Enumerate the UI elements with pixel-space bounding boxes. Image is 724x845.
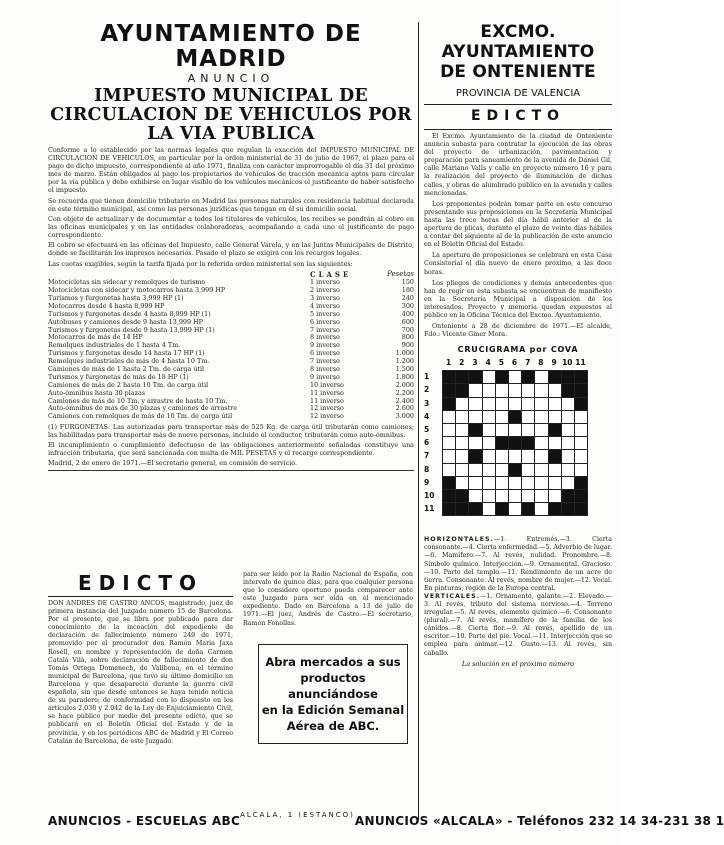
crossword-cell [495,383,509,397]
crossword-black-cell [455,383,469,397]
crossword-cell [468,463,482,477]
crossword-black-cell [574,502,588,516]
crossword-cell [534,463,548,477]
crossword-cell [534,383,548,397]
madrid-title: AYUNTAMIENTO DE MADRID [100,21,362,72]
crossword-black-cell [468,423,482,437]
crossword-cell [574,449,588,463]
crossword-grid [442,370,587,515]
tariff-desc: Camiones de más de 10 Tm. y arrastre de hasta 10 Tm. [48,396,228,405]
madrid-paragraph: Con objeto de actualizar y de documentar a todos los titulares de vehículos, los recibos se pondrán al cobro en las oficinas municipales y en las entidades colaboradoras, acompañando a cada uno el justificante de pago correspondiente. [48,214,414,239]
crossword-cell [455,476,469,490]
madrid-paragraph: El cobro se efectuará en las oficinas del Impuesto, calle General Varela, y en las Juntas Municipales de Distrito, donde se facilitarán los impresos necesarios. Pasado el plazo se exigirá con los recargos legales. [48,241,414,258]
crossword-cell [482,436,496,450]
crossword-cell [548,436,562,450]
crossword-black-cell [455,370,469,384]
tariff-pesetas: 600 [401,317,414,326]
crossword-horizontales [424,536,612,593]
madrid-signature: Madrid, 2 de enero de 1971.—El secretario general, en comisión de servicio. [48,459,298,468]
crossword-row-number: 1 [424,372,430,382]
crossword-cell [521,397,535,411]
abc-ad-line: en la Edición Semanal [261,703,405,717]
tariff-desc: Camiones de más de 2 hasta 10 Tm. de carga útil [48,380,209,389]
crossword-cell [534,476,548,490]
crossword-row-number: 10 [424,490,435,500]
tariff-pesetas: 300 [401,301,414,310]
crossword-cell [455,410,469,424]
crossword-cell [455,436,469,450]
crossword-cell [574,423,588,437]
tariff-caption: Las cuotas exigibles, según la tarifa fijada por la referida orden ministerial son las siguientes: [48,260,353,269]
ontinyent-title-2: DE ONTENIENTE [440,62,596,82]
crossword-col-number: 2 [459,358,465,368]
crossword-cell [482,383,496,397]
tariff-desc: Motocarros de más de 14 HP [48,333,143,342]
verticales-label: VERTICALES. [424,592,481,600]
crossword-col-number: 11 [575,358,586,368]
crossword-col-number: 10 [562,358,573,368]
tariff-clase: 11 inverso [310,396,344,405]
tariff-desc: Turismos y furgonetas desde 14 hasta 17 HP (1) [48,349,205,358]
crossword-cell [508,423,522,437]
crossword-black-cell [574,370,588,384]
crossword-cell [495,463,509,477]
crossword-row-number: 4 [424,411,430,421]
crossword-cell [534,502,548,516]
tariff-desc: Turismos y furgonetas hasta 3,999 HP (1) [48,294,184,302]
crossword-cell [561,449,575,463]
crossword-cell [521,476,535,490]
crossword-cell [508,397,522,411]
crossword-black-cell [521,502,535,516]
tariff-desc: Motocicletas sin sidecar y remolques de turismo [48,278,206,287]
crossword-black-cell [455,489,469,503]
crossword-black-cell [495,502,509,516]
crossword-col-number: 3 [472,358,478,368]
crossword-row-number: 7 [424,451,430,461]
crossword-cell [521,489,535,503]
crossword-row-number: 6 [424,438,430,448]
crossword-row-number: 2 [424,385,430,395]
crossword-cell [495,476,509,490]
horizontales-label: HORIZONTALES. [424,536,494,544]
crossword-title: CRUCIGRAMA por COVA [457,345,579,355]
crossword-row-number: 9 [424,477,430,487]
crossword-cell [548,476,562,490]
crossword-cell [468,397,482,411]
crossword-cell [482,423,496,437]
crossword-black-cell [468,449,482,463]
crossword-black-cell [468,502,482,516]
footer-alcala-address: ALCALA, 1 (ESTANCO) [240,811,355,819]
crossword-cell [442,423,456,437]
crossword-cell [442,410,456,424]
tariff-desc: Turismos y furgonetas desde 9 hasta 13,999 HP (1) [48,325,215,334]
crossword-black-cell [574,397,588,411]
sanciones-note: El incumplimiento o cumplimiento defectuoso de las obligaciones anteriormente señaladas constituye una infracción tributaria, que será sancionada con multa de MIL PESETAS y el recargo correspondiente. [48,441,414,458]
crossword-cell [561,397,575,411]
crossword-cell [534,397,548,411]
crossword-black-cell [508,436,522,450]
crossword-black-cell [508,410,522,424]
tariff-desc: Camiones con remolques de más de 10 Tm. de carga útil [48,412,233,421]
crossword-cell [548,397,562,411]
crossword-col-number: 7 [525,358,531,368]
furgonetas-note: (1) FURGONETAS: Las autorizadas para transportar más de 525 Kg. de carga útil tributarán como camiones; las habilitadas para transportar más de nueve personas, incluido el conductor, tributarán como auto-ómnibus. [48,423,414,440]
crossword-col-number: 5 [498,358,504,368]
edicto-continuation: para ser leído por la Radio Nacional de España, con intervalo de quince días, para que cualquier persona que lo considere oportuno pueda comparecer ante este Juzgado para ser oída en el mencionado expediente. Dado en Barcelona a 13 de julio de 1971.—El juez, Andrés de Castro.—El secretario, Ramón Fonollas. [243,571,413,627]
ontinyent-title-1: EXCMO. AYUNTAMIENTO [441,22,595,62]
crossword-black-cell [561,489,575,503]
crossword-cell [482,410,496,424]
crossword-cell [561,436,575,450]
abc-ad-line: Abra mercados a sus [265,655,401,669]
crossword-cell [442,463,456,477]
crossword-row-numbers [424,370,434,515]
tariff-desc: Remolques industriales de 1 hasta 4 Tm. [48,341,181,350]
crossword-cell [468,383,482,397]
crossword-black-cell [574,383,588,397]
crossword-black-cell [561,370,575,384]
madrid-paragraph: Se recuerda que tienen domicilio tributario en Madrid las personas naturales con residencia habitual declarada en este término municipal, así como las personas jurídicas que tengan en él su domicilio social. [48,196,414,213]
crossword-column-numbers [442,358,587,367]
section-rule [424,104,612,105]
crossword-cell [482,476,496,490]
crossword-cell [534,449,548,463]
tariff-row [48,413,414,421]
madrid-notice [48,22,414,474]
crossword-cell [482,489,496,503]
crossword-cell [495,423,509,437]
crossword-cell [495,397,509,411]
crossword-col-number: 4 [485,358,491,368]
crossword-black-cell [442,489,456,503]
tariff-clase: 1 inverso [310,278,340,287]
tariff-pesetas: 800 [401,333,414,342]
crossword-row-number: 5 [424,425,430,434]
madrid-kicker: ANUNCIO [187,72,275,85]
tariff-pesetas: 3.000 [395,412,414,421]
tariff-desc: Auto-ómnibus hasta 30 plazas [48,388,146,397]
crossword-black-cell [574,476,588,490]
crossword-cell [442,449,456,463]
crossword-black-cell [442,397,456,411]
tariff-clase: 3 inverso [310,294,340,302]
tariff-pesetas: 2.600 [395,404,414,413]
crossword-row-number: 3 [424,398,430,408]
tariff-pesetas: 900 [401,341,414,350]
tariff-pesetas: 1.000 [395,349,414,358]
crossword-cell [455,397,469,411]
tariff-desc: Turismos y furgonetas de más de 18 HP (1) [48,372,189,381]
crossword-black-cell [455,502,469,516]
verticales-text: —1. Ornamento, galante.—2. Elevado.—3. Al revés, tributo del sistema nervioso.—4. Terreno irregular.—5. Al revés, elemento químico.—6. Consonante (plural).—7. Al revés, mamífero de la familia de los cánidos.—8. Cierta flor.—9. Al revés, apellido de un escritor.—10. Parte del pie. Vocal.—11. Interjección que se emplea para animar.—12. Gusto.—13. Al revés, sin caballo. [424,592,612,657]
tariff-clase: 2 inverso [310,286,340,295]
crossword-black-cell [521,436,535,450]
tariff-clase: 6 inverso [310,349,340,358]
tariff-clase: 11 inverso [310,388,344,397]
tariff-pesetas: 1.500 [395,365,414,374]
crossword-black-cell [548,502,562,516]
tariff-body [48,279,414,421]
tariff-desc: Remolques industriales de más de 4 hasta 10 Tm. [48,357,210,366]
ontinyent-notice [424,22,612,668]
crossword-cell [574,463,588,477]
ontinyent-paragraph: Los pliegos de condiciones y demás antecedentes que han de regir en esta subasta se encuentran de manifiesto en la Secretaría Municipal a disposición de los interesados. Proyecto y memoria quedan expuestos al público en la Oficina Técnica del Excmo. Ayuntamiento. [424,279,612,319]
tariff-clase: 12 inverso [310,412,344,421]
crossword-cell [534,370,548,384]
crossword-cell [468,436,482,450]
crossword-black-cell [548,449,562,463]
footer-telefonos: ANUNCIOS «ALCALA» - Teléfonos 232 14 34-231 38 1 [354,814,724,828]
horizontales-text: —1. Entremés.—3. Cierta consonante.—4. Cierta enfermedad.—5. Adverbio de lugar.—6. Mamífero.—7. Al revés, nulidad. Pronombre.—8. Símbolo químico. Interjección.—9. Ornamental. Gracioso.—10. Parte del templo.—11. Rendimiento de un acre de tierra. Consonante. Al revés, nombre de mujer.—12. Vocal. En pinturas, región de la Europa central. [424,536,612,592]
crossword-cell [508,502,522,516]
ontinyent-province: PROVINCIA DE VALENCIA [455,88,581,99]
crossword-black-cell [442,476,456,490]
crossword-cell [495,449,509,463]
edicto-body: DON ANDRES DE CASTRO ANCOS, magistrado, juez de primera instancia del Juzgado número 15 de Barcelona. Por el presente, que se libra por publicado para dar conocimiento de la incoación del expediente de declaración de fallecimiento número 249 de 1971, promovido por el procurador don Ramón Maria Jaxa Rosell, en nombre y representación de doña Carmen Catalá Vilà, sobre declaración de fallecimiento de don Tomás Ortega Domenech, de Vallbona, en el término municipal de Barcelona, que tuvo su último domicilio en Barcelona y que desapareció durante la guerra civil española, sin que desde entonces se haya tenido noticia de su paradero; de conformidad con lo dispuesto en los artículos 2.038 y 2.042 de la Ley de Enjuiciamiento Civil, se hace público por medio del presente edicto, que se publicará en el Boletín Oficial del Estado y de la provincia, y en los periódicos ABC de Madrid y El Correo Catalán de Barcelona, de este Juzgado. [48,600,233,745]
crossword-black-cell [442,370,456,384]
madrid-paragraph: Conforme a lo establecido por las normas legales que regulan la exacción del IMPUESTO MUNICIPAL DE CIRCULACION DE VEHICULOS, en particular por la orden ministerial de 31 de julio de 1967, el plazo para el pago de dicho impuesto, correspondiente al año 1971, finaliza con carácter improrrogable el día 31 del próximo mes de marzo. Están obligados al pago los propietarios de vehículos de tracción mecánica aptos para circular por la vía pública y debe exhibirse en lugar visible de los vehículos mecánicos el justificante de haber satisfecho el impuesto. [48,146,414,195]
crossword-black-cell [442,502,456,516]
crossword-cell [521,449,535,463]
crossword-black-cell [548,423,562,437]
crossword-cell [468,476,482,490]
crossword-cell [534,489,548,503]
crossword-cell [482,463,496,477]
crossword-cell [548,383,562,397]
crossword-cell [561,476,575,490]
edicto-rule [48,596,233,597]
crossword-cell [521,423,535,437]
crossword-col-number: 1 [445,358,452,368]
crossword-cell [508,489,522,503]
tariff-clase: 8 inverso [310,333,340,342]
tariff-clase: 10 inverso [310,380,344,389]
tariff-pesetas: 1.200 [395,357,414,366]
tariff-pesetas: 2.400 [395,396,414,405]
tariff-pesetas: 400 [401,309,414,318]
tariff-clase: 7 inverso [310,357,340,366]
crossword-cell [442,436,456,450]
tariff-pesetas: 180 [401,286,414,295]
crossword-cell [508,476,522,490]
tariff-desc: Motocarros desde 4 hasta 8,999 HP [48,301,165,310]
tariff-clase: 6 inverso [310,317,340,326]
tariff-pesetas: 700 [401,325,414,334]
crossword-col-number: 6 [511,358,518,368]
ontinyent-edicto-heading: EDICTO [470,108,566,124]
crossword-cell [548,463,562,477]
crossword-black-cell [548,370,562,384]
tariff-desc: Turismos y furgonetas desde 4 hasta 8,999 HP (1) [48,309,211,318]
abc-ad-box [258,644,408,744]
crossword-row-number: 11 [424,504,435,514]
tariff-table [48,270,414,421]
crossword-col-number: 8 [538,358,544,368]
crossword-cell [495,489,509,503]
crossword-cell [521,383,535,397]
tariff-pesetas: 1.800 [395,372,414,381]
tariff-clase: 5 inverso [310,309,340,318]
crossword-cell [455,449,469,463]
crossword-cell [561,410,575,424]
crossword-black-cell [468,370,482,384]
ontinyent-paragraph: El Excmo. Ayuntamiento de la ciudad de Onteniente anuncia subasta para contratar la ejecución de las obras del proyecto de urbanización, pavimentación y preparación para saneamiento de la avenida de Daniel Gil, calle Mariano Valls y calle en proyecto número 16 y para la realización del proyecto de iluminación de dichas calles, y obras de alumbrado público en la avenida y calles mencionadas. [424,133,612,197]
crossword-cell [455,423,469,437]
crossword-cell [574,436,588,450]
edicto-heading: EDICTO [77,571,204,595]
tariff-clase: 9 inverso [310,341,340,350]
ontinyent-paragraph: La apertura de proposiciones se celebrará en esta Casa Consistorial el día nuevo de enero próximo, a las doce horas. [424,252,612,276]
ontinyent-signature: Onteniente a 28 de diciembre de 1971.—El alcalde, Fdo.: Vicente Giner Mora. [424,323,612,339]
crossword-black-cell [495,370,509,384]
crossword-black-cell [561,383,575,397]
crossword-verticales [424,593,612,658]
crossword-cell [495,410,509,424]
tariff-pesetas: 240 [401,294,414,302]
crossword-cell [548,489,562,503]
crossword-cell [534,436,548,450]
crossword-cell [521,410,535,424]
crossword-cell [534,423,548,437]
crossword-cell [468,410,482,424]
crossword-black-cell [495,436,509,450]
crossword-cell [561,463,575,477]
crossword-col-number: 9 [551,358,557,368]
crossword-black-cell [561,502,575,516]
tariff-desc: Motocicletas con sidecar y motocarros hasta 3,999 HP [48,286,226,295]
crossword-black-cell [508,463,522,477]
crossword-cell [508,370,522,384]
crossword-cell [561,423,575,437]
crossword-cell [574,410,588,424]
madrid-headline: IMPUESTO MUNICIPAL DE CIRCULACION DE VEHICULOS POR LA VIA PUBLICA [50,86,412,144]
tariff-clase: 12 inverso [310,404,344,413]
crossword-cell [468,489,482,503]
crossword-cell [534,410,548,424]
tariff-pesetas: 2.000 [395,380,414,389]
tariff-clase: 7 inverso [310,325,340,334]
crossword-cell [521,463,535,477]
crossword-cell [508,383,522,397]
tariff-clase: 9 inverso [310,372,340,381]
tariff-clase: 4 inverso [310,301,340,310]
crossword-black-cell [442,383,456,397]
crossword-row-number: 8 [424,464,430,474]
footer-escuelas: ANUNCIOS - ESCUELAS ABC [48,814,241,828]
crossword-cell [508,449,522,463]
column-divider [418,22,419,820]
ads-footer [48,811,724,828]
tariff-desc: Camiones de más de 1 hasta 2 Tm. de carga útil [48,365,205,374]
tariff-pesetas: 150 [401,278,414,287]
crossword-cell [482,449,496,463]
tariff-clase: 8 inverso [310,365,340,374]
abc-ad-line: productos anunciándose [288,671,378,701]
abc-ad-line: Aérea de ABC. [286,719,380,733]
crossword-solution-note: La solución en el próximo número [461,659,575,668]
crossword-cell [482,502,496,516]
crossword-cell [548,410,562,424]
ontinyent-paragraph: Los proponentes podrán tomar parte en este concurso presentando sus proposiciones en la Secretaría Municipal hasta las trece horas del día hábil anterior al de la apertura de plicas, durante el plazo de veinte días hábiles a contar del siguiente al de la publicación de este anuncio en el Boletín Oficial del Estado. [424,200,612,249]
crossword [424,358,612,536]
section-rule [48,470,414,471]
tariff-pesetas: 2.200 [395,388,414,397]
crossword-cell [455,463,469,477]
crossword-cell [482,370,496,384]
section-rule [424,129,612,130]
crossword-cell [482,397,496,411]
tariff-header-pesetas: Pesetas [387,270,414,279]
tariff-header-clase: CLASE [310,270,352,280]
tariff-desc: Autobuses y camiones desde 9 hasta 13,999 HP [48,317,203,326]
crossword-black-cell [521,370,535,384]
tariff-desc: Auto-ómnibus de más de 30 plazas y camiones de arrastre [48,404,237,413]
crossword-black-cell [574,489,588,503]
